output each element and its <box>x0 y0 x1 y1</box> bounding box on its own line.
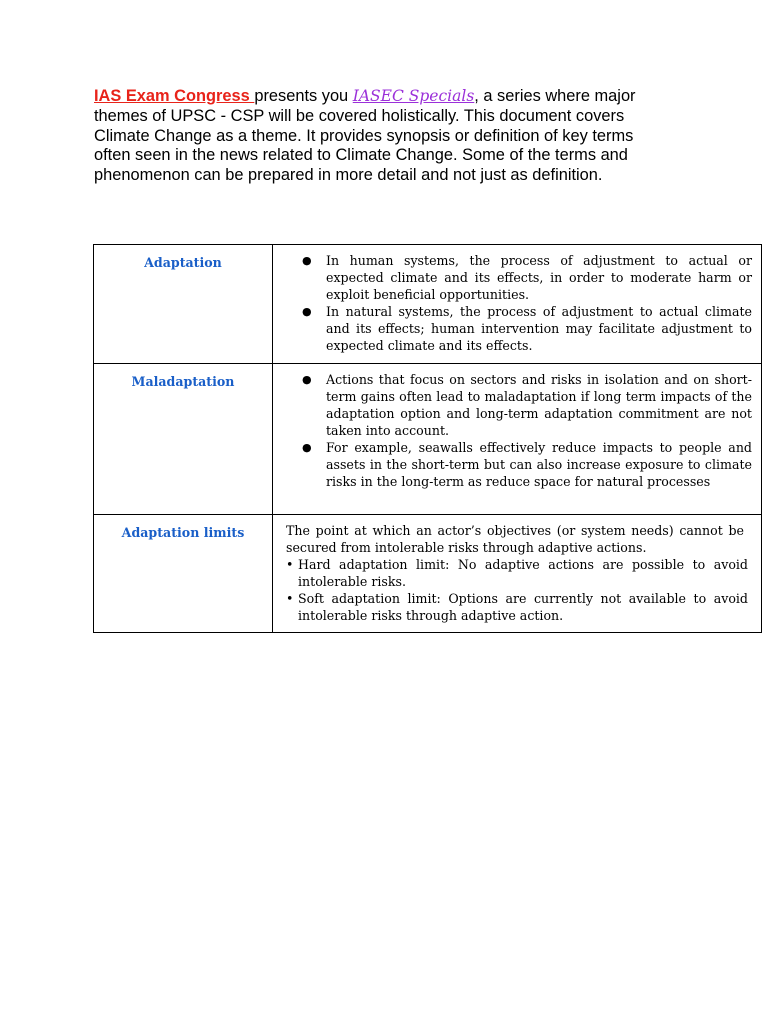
table-row <box>94 515 762 633</box>
term-adaptation-limits: Adaptation limits <box>94 515 273 633</box>
list-item: ● For example, seawalls effectively reduce impacts to people and assets in the short-term but can also increase exposure to climate risks in the long-term as reduce space for natural processes <box>286 439 752 490</box>
list-item: • Hard adaptation limit: No adaptive actions are possible to avoid intolerable risks. <box>286 556 752 590</box>
term-adaptation: Adaptation <box>94 245 273 364</box>
bullet-list <box>286 252 752 354</box>
list-item: ● Actions that focus on sectors and risks in isolation and on short-term gains often lead to maladaptation if long term impacts of the adaptation option and long-term adaptation commitment are not taken into account. <box>286 371 752 439</box>
table-row <box>94 245 762 364</box>
list-item: ● In natural systems, the process of adjustment to actual climate and its effects; human intervention may facilitate adjustment to expected climate and its effects. <box>286 303 752 354</box>
intro-paragraph <box>94 87 674 186</box>
list-item: ● In human systems, the process of adjustment to actual or expected climate and its effects, in order to moderate harm or exploit beneficial opportunities. <box>286 252 752 303</box>
definition-cell <box>273 364 762 515</box>
terms-table <box>93 244 762 633</box>
iasec-specials-link[interactable]: IASEC Specials <box>352 87 475 105</box>
bullet-list <box>286 371 752 490</box>
intro-text-part-1: presents you <box>254 87 353 105</box>
definition-cell <box>273 515 762 633</box>
term-maladaptation: Maladaptation <box>94 364 273 515</box>
list-item: • Soft adaptation limit: Options are currently not available to avoid intolerable risks through adaptive action. <box>286 590 752 624</box>
intro-text-part-2: , a series where major themes of UPSC - CSP will be covered holistically. This document covers Climate Change as a theme. It provides synopsis or definition of key terms often seen in the news related to Climate Change. Some of the terms and phenomenon can be prepared in more detail and not just as definition. <box>94 87 636 185</box>
bullet-list <box>286 556 752 624</box>
definition-cell <box>273 245 762 364</box>
brand-link[interactable]: IAS Exam Congress <box>94 87 255 105</box>
table-row <box>94 364 762 515</box>
definition-text: The point at which an actor’s objectives (or system needs) cannot be secured from intolerable risks through adaptive actions. <box>286 523 744 555</box>
